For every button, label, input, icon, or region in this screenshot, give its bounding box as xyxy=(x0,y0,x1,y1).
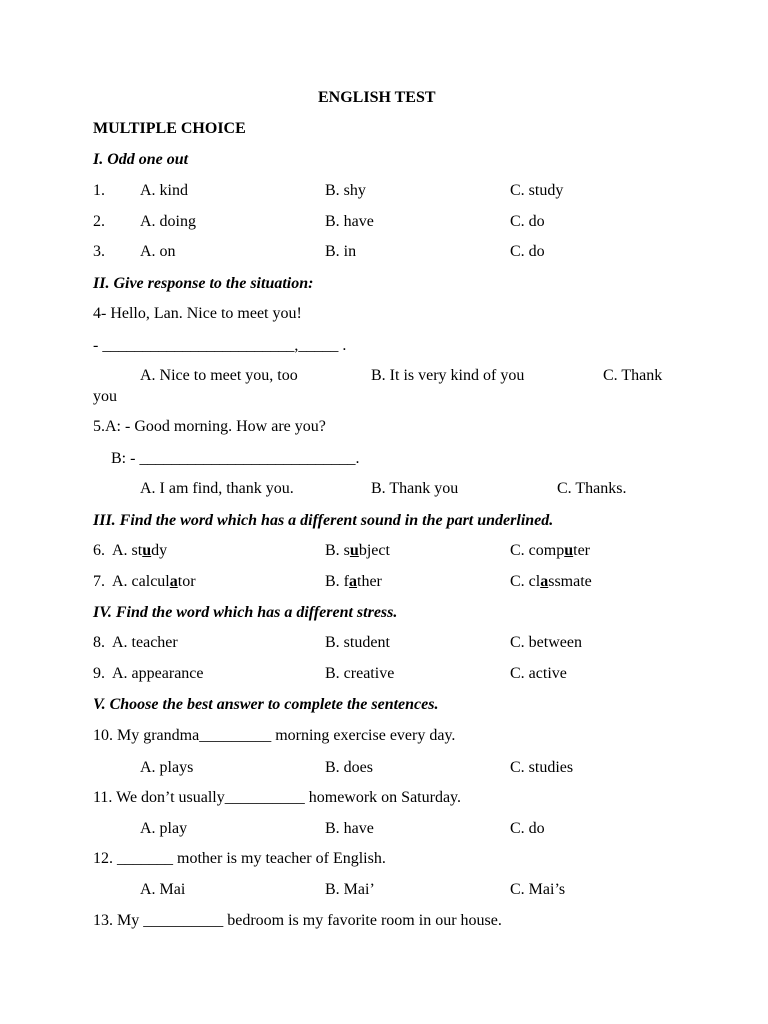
part4-heading: IV. Find the word which has a different stress. xyxy=(93,604,398,621)
question-10-option-b: B. does xyxy=(325,759,373,776)
test-title: ENGLISH TEST xyxy=(318,89,436,106)
option-a: A. teacher xyxy=(112,634,178,651)
option-text: A. calcul xyxy=(112,573,170,590)
question-12-option-a: A. Mai xyxy=(140,881,186,898)
underlined-part: a xyxy=(169,573,178,590)
option-a: A. on xyxy=(140,243,176,260)
option-a xyxy=(112,541,167,561)
question-4-option-a: A. Nice to meet you, too xyxy=(140,367,298,384)
option-c: C. do xyxy=(510,243,545,260)
question-12-option-b: B. Mai’ xyxy=(325,881,375,898)
option-b: B. in xyxy=(325,243,357,260)
option-text: B. f xyxy=(325,573,349,590)
option-a: A. doing xyxy=(140,213,196,230)
question-12-stem: 12. _______ mother is my teacher of English. xyxy=(93,850,386,867)
section-heading: MULTIPLE CHOICE xyxy=(93,120,246,137)
question-4-prompt: 4- Hello, Lan. Nice to meet you! xyxy=(93,305,302,322)
underlined-part: u xyxy=(142,542,152,559)
option-c: C. between xyxy=(510,634,582,651)
option-b: B. creative xyxy=(325,665,395,682)
option-a: A. kind xyxy=(140,182,188,199)
part5-heading: V. Choose the best answer to complete the sentences. xyxy=(93,696,439,713)
part1-heading: I. Odd one out xyxy=(93,151,189,168)
option-b xyxy=(325,541,390,561)
option-c: C. active xyxy=(510,665,567,682)
question-number: 9. xyxy=(93,665,105,682)
option-c xyxy=(510,572,592,592)
question-number: 3. xyxy=(93,243,105,260)
question-4-option-b: B. It is very kind of you xyxy=(371,367,525,384)
underlined-part: a xyxy=(540,573,549,590)
question-11-stem: 11. We don’t usually__________ homework on Saturday. xyxy=(93,789,462,806)
question-5-option-c: C. Thanks. xyxy=(557,480,627,497)
question-number: 6. xyxy=(93,542,105,559)
underlined-part: u xyxy=(349,542,359,559)
option-b: B. shy xyxy=(325,182,366,199)
question-number: 8. xyxy=(93,634,105,651)
option-b: B. student xyxy=(325,634,390,651)
option-c: C. do xyxy=(510,213,545,230)
question-10-option-c: C. studies xyxy=(510,759,574,776)
question-13-stem: 13. My __________ bedroom is my favorite room in our house. xyxy=(93,912,502,929)
part2-heading: II. Give response to the situation: xyxy=(93,275,314,292)
option-a xyxy=(112,572,196,592)
option-text: C. cl xyxy=(510,573,541,590)
part3-heading: III. Find the word which has a different sound in the part underlined. xyxy=(93,512,554,529)
underlined-part: u xyxy=(564,542,574,559)
option-text: C. comp xyxy=(510,542,565,559)
option-c xyxy=(510,541,590,561)
option-text: B. s xyxy=(325,542,350,559)
option-text: dy xyxy=(151,542,168,559)
question-5-option-b: B. Thank you xyxy=(371,480,459,497)
underlined-part: a xyxy=(349,573,357,590)
question-11-option-b: B. have xyxy=(325,820,374,837)
option-a: A. appearance xyxy=(112,665,204,682)
question-5-blank: B: - ___________________________. xyxy=(111,450,360,467)
question-4-option-c: C. Thank xyxy=(603,367,663,384)
question-4-option-c-wrap: you xyxy=(93,388,117,405)
question-12-option-c: C. Mai’s xyxy=(510,881,566,898)
question-4-blank: - ________________________,_____ . xyxy=(93,337,347,354)
question-5-option-a: A. I am find, thank you. xyxy=(140,480,294,497)
option-text: bject xyxy=(358,542,390,559)
question-11-option-c: C. do xyxy=(510,820,545,837)
question-5-prompt: 5.A: - Good morning. How are you? xyxy=(93,418,326,435)
question-10-stem: 10. My grandma_________ morning exercise every day. xyxy=(93,727,456,744)
question-number: 2. xyxy=(93,213,105,230)
option-text: ter xyxy=(573,542,590,559)
question-10-option-a: A. plays xyxy=(140,759,194,776)
option-text: A. st xyxy=(112,542,143,559)
question-number: 1. xyxy=(93,182,105,199)
question-11-option-a: A. play xyxy=(140,820,188,837)
option-text: ssmate xyxy=(548,573,592,590)
option-b: B. have xyxy=(325,213,374,230)
option-c: C. study xyxy=(510,182,564,199)
question-number: 7. xyxy=(93,573,105,590)
option-text: tor xyxy=(177,573,196,590)
option-b xyxy=(325,572,382,592)
option-text: ther xyxy=(357,573,382,590)
